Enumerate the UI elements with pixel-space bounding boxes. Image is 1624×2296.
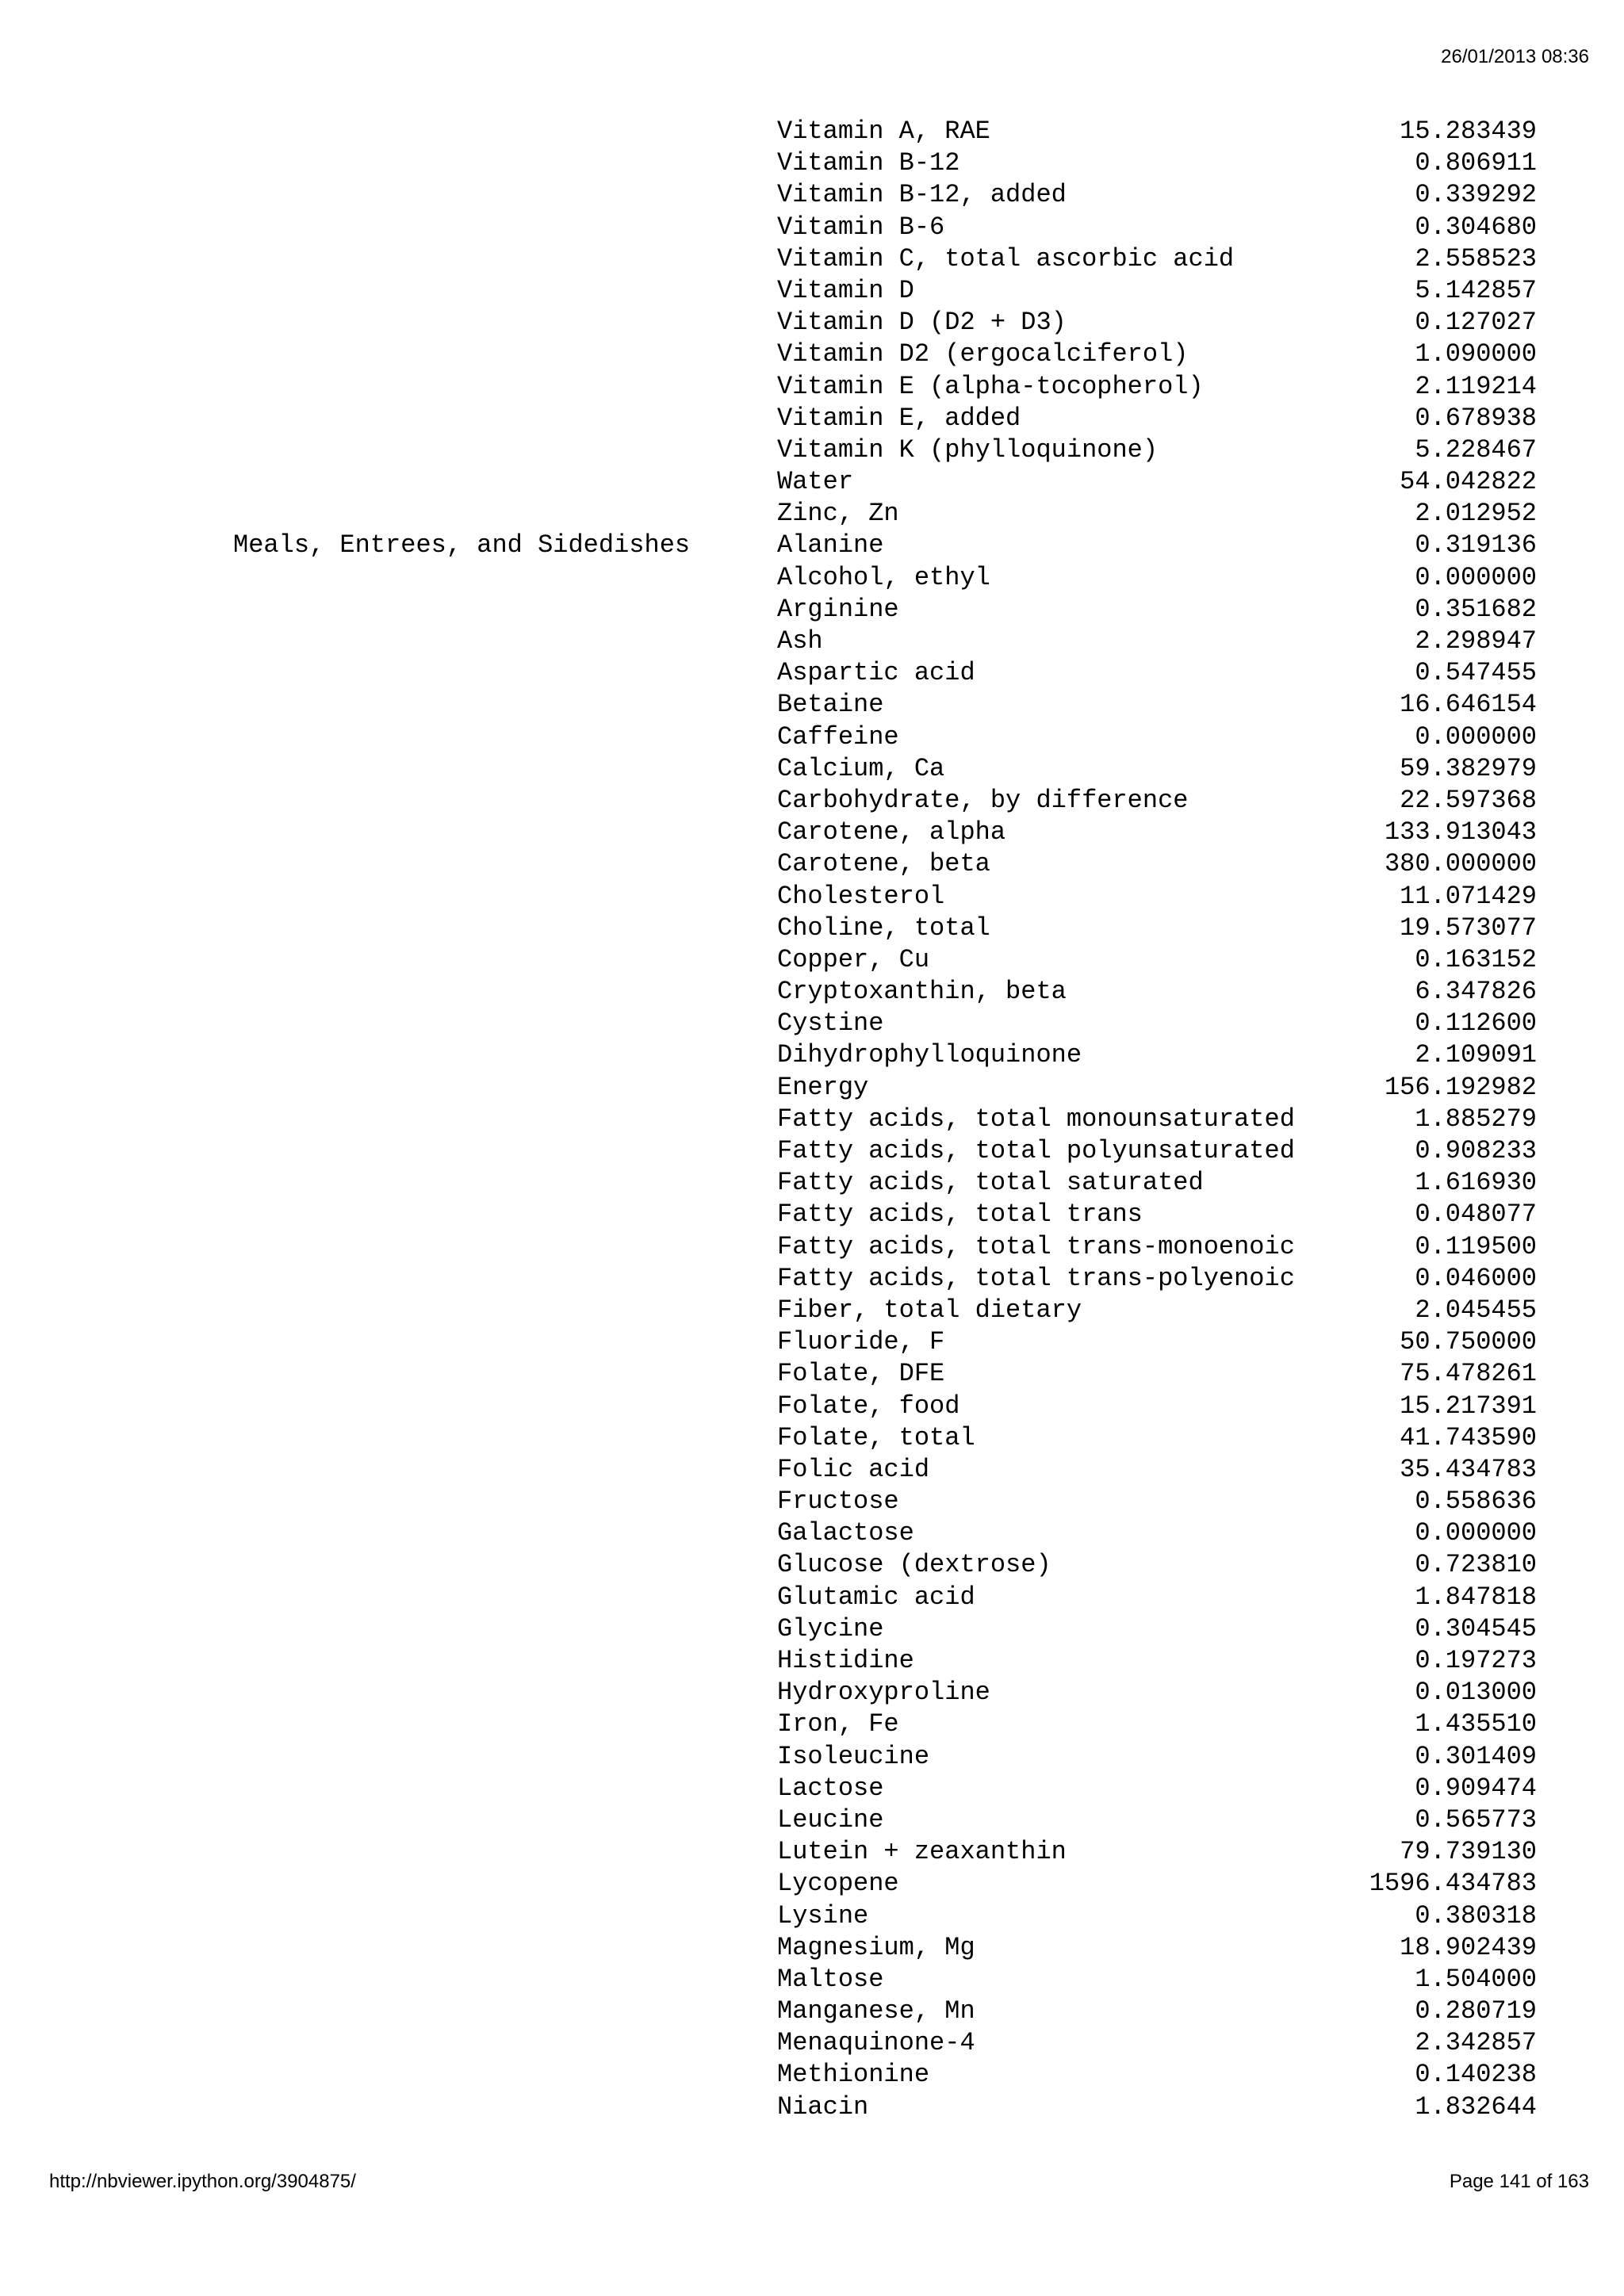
- table-row: [0, 1549, 1624, 1581]
- nutrient-name-cell: Niacin: [777, 2091, 869, 2122]
- nutrient-value-cell: 2.558523: [1415, 243, 1537, 274]
- nutrient-name-cell: Leucine: [777, 1804, 884, 1835]
- nutrient-name-cell: Vitamin E, added: [777, 403, 1021, 433]
- table-row: [0, 371, 1624, 403]
- nutrient-value-cell: 0.119500: [1415, 1231, 1537, 1261]
- nutrient-name-cell: Galactose: [777, 1518, 914, 1548]
- nutrient-value-cell: 0.319136: [1415, 530, 1537, 561]
- nutrient-name-cell: Manganese, Mn: [777, 1996, 975, 2026]
- nutrient-name-cell: Fatty acids, total trans: [777, 1200, 1143, 1230]
- nutrient-value-cell: 15.283439: [1400, 117, 1537, 146]
- table-row: [0, 1326, 1624, 1358]
- table-row: [0, 881, 1624, 913]
- nutrient-name-cell: Lactose: [777, 1773, 884, 1803]
- nutrient-name-cell: Iron, Fe: [777, 1709, 899, 1739]
- nutrient-name-cell: Lutein + zeaxanthin: [777, 1837, 1067, 1867]
- table-row: [0, 1486, 1624, 1517]
- nutrient-value-cell: 16.646154: [1400, 690, 1537, 720]
- nutrient-table: [0, 116, 1624, 2123]
- table-row: [0, 339, 1624, 370]
- nutrient-name-cell: Vitamin B-6: [777, 212, 945, 242]
- nutrient-value-cell: 0.013000: [1415, 1678, 1537, 1708]
- nutrient-name-cell: Cystine: [777, 1008, 884, 1039]
- table-row: [0, 466, 1624, 498]
- table-row: [0, 307, 1624, 339]
- table-row: [0, 1613, 1624, 1645]
- footer-page-number: Page 141 of 163: [1449, 2171, 1589, 2192]
- nutrient-value-cell: 0.000000: [1415, 562, 1537, 592]
- nutrient-name-cell: Lysine: [777, 1900, 869, 1931]
- nutrient-value-cell: 1.832644: [1415, 2091, 1537, 2122]
- table-row: [0, 562, 1624, 594]
- nutrient-value-cell: 54.042822: [1400, 467, 1537, 497]
- nutrient-value-cell: 0.112600: [1415, 1008, 1537, 1039]
- nutrient-name-cell: Vitamin D (D2 + D3): [777, 308, 1067, 338]
- nutrient-value-cell: 0.304680: [1415, 212, 1537, 242]
- table-row: [0, 2059, 1624, 2091]
- nutrient-value-cell: 0.163152: [1415, 944, 1537, 974]
- nutrient-value-cell: 6.347826: [1415, 977, 1537, 1007]
- nutrient-value-cell: 59.382979: [1400, 753, 1537, 783]
- nutrient-name-cell: Vitamin K (phylloquinone): [777, 434, 1159, 465]
- table-row: [0, 179, 1624, 211]
- nutrient-name-cell: Folic acid: [777, 1454, 930, 1484]
- nutrient-value-cell: 0.547455: [1415, 658, 1537, 688]
- table-row: [0, 243, 1624, 275]
- nutrient-name-cell: Ash: [777, 626, 823, 656]
- nutrient-name-cell: Vitamin A, RAE: [777, 117, 990, 146]
- nutrient-name-cell: Lycopene: [777, 1869, 899, 1899]
- nutrient-name-cell: Carbohydrate, by difference: [777, 785, 1189, 815]
- table-row: [0, 785, 1624, 817]
- table-row: [0, 1517, 1624, 1549]
- nutrient-value-cell: 0.565773: [1415, 1804, 1537, 1835]
- nutrient-value-cell: 41.743590: [1400, 1422, 1537, 1452]
- table-row: [0, 1358, 1624, 1390]
- nutrient-value-cell: 0.908233: [1415, 1136, 1537, 1165]
- table-row: [0, 1996, 1624, 2027]
- nutrient-value-cell: 0.339292: [1415, 180, 1537, 210]
- footer-url-link[interactable]: http://nbviewer.ipython.org/3904875/: [49, 2171, 356, 2192]
- nutrient-name-cell: Carotene, beta: [777, 849, 990, 879]
- nutrient-name-cell: Dihydrophylloquinone: [777, 1040, 1082, 1070]
- nutrient-name-cell: Vitamin E (alpha-tocopherol): [777, 371, 1204, 401]
- nutrient-name-cell: Fatty acids, total polyunsaturated: [777, 1136, 1295, 1165]
- nutrient-value-cell: 156.192982: [1384, 1072, 1537, 1102]
- nutrient-name-cell: Vitamin C, total ascorbic acid: [777, 243, 1235, 274]
- nutrient-name-cell: Fiber, total dietary: [777, 1295, 1082, 1325]
- table-row: [0, 817, 1624, 848]
- table-row: [0, 403, 1624, 434]
- table-row: [0, 1932, 1624, 1964]
- nutrient-value-cell: 0.280719: [1415, 1996, 1537, 2026]
- nutrient-value-cell: 19.573077: [1400, 913, 1537, 943]
- nutrient-value-cell: 1.847818: [1415, 1582, 1537, 1612]
- nutrient-value-cell: 1.504000: [1415, 1964, 1537, 1994]
- table-row: [0, 1263, 1624, 1295]
- nutrient-name-cell: Vitamin D2 (ergocalciferol): [777, 339, 1189, 369]
- nutrient-value-cell: 1.616930: [1415, 1168, 1537, 1198]
- nutrient-name-cell: Water: [777, 467, 854, 497]
- table-row: [0, 1199, 1624, 1230]
- table-row: [0, 1422, 1624, 1454]
- nutrient-value-cell: 35.434783: [1400, 1454, 1537, 1484]
- table-row: [0, 689, 1624, 721]
- nutrient-name-cell: Isoleucine: [777, 1741, 930, 1771]
- table-row: [0, 721, 1624, 753]
- nutrient-name-cell: Methionine: [777, 2060, 930, 2090]
- table-row: [0, 1008, 1624, 1039]
- table-row: [0, 212, 1624, 243]
- nutrient-value-cell: 1.435510: [1415, 1709, 1537, 1739]
- table-row: [0, 1804, 1624, 1836]
- nutrient-value-cell: 0.000000: [1415, 721, 1537, 752]
- nutrient-name-cell: Betaine: [777, 690, 884, 720]
- nutrient-value-cell: 75.478261: [1400, 1359, 1537, 1389]
- nutrient-name-cell: Copper, Cu: [777, 944, 930, 974]
- nutrient-value-cell: 11.071429: [1400, 881, 1537, 911]
- nutrient-value-cell: 2.342857: [1415, 2028, 1537, 2058]
- table-row: [0, 275, 1624, 307]
- nutrient-value-cell: 380.000000: [1384, 849, 1537, 879]
- nutrient-name-cell: Alanine: [777, 530, 884, 561]
- nutrient-value-cell: 1596.434783: [1369, 1869, 1537, 1899]
- table-row: [0, 626, 1624, 657]
- nutrient-name-cell: Fatty acids, total trans-polyenoic: [777, 1263, 1295, 1293]
- table-row: [0, 944, 1624, 976]
- nutrient-value-cell: 0.046000: [1415, 1263, 1537, 1293]
- nutrient-value-cell: 133.913043: [1384, 817, 1537, 848]
- nutrient-value-cell: 0.351682: [1415, 594, 1537, 624]
- nutrient-name-cell: Magnesium, Mg: [777, 1932, 975, 1962]
- nutrient-name-cell: Glycine: [777, 1613, 884, 1644]
- nutrient-value-cell: 2.045455: [1415, 1295, 1537, 1325]
- nutrient-name-cell: Fructose: [777, 1487, 899, 1517]
- nutrient-name-cell: Fatty acids, total saturated: [777, 1168, 1204, 1198]
- nutrient-name-cell: Folate, DFE: [777, 1359, 945, 1389]
- table-row: [0, 753, 1624, 785]
- table-row: [0, 1677, 1624, 1709]
- nutrient-value-cell: 1.090000: [1415, 339, 1537, 369]
- nutrient-value-cell: 22.597368: [1400, 785, 1537, 815]
- nutrient-value-cell: 0.304545: [1415, 1613, 1537, 1644]
- nutrient-value-cell: 18.902439: [1400, 1932, 1537, 1962]
- nutrient-name-cell: Carotene, alpha: [777, 817, 1006, 848]
- nutrient-name-cell: Folate, food: [777, 1391, 960, 1421]
- nutrient-value-cell: 1.885279: [1415, 1104, 1537, 1134]
- nutrient-value-cell: 0.197273: [1415, 1646, 1537, 1675]
- table-row: [0, 1391, 1624, 1422]
- nutrient-name-cell: Energy: [777, 1072, 869, 1102]
- table-row: [0, 657, 1624, 689]
- table-row: [0, 434, 1624, 466]
- table-row: [0, 1582, 1624, 1613]
- table-row: [0, 1104, 1624, 1135]
- nutrient-name-cell: Menaquinone-4: [777, 2028, 975, 2058]
- nutrient-value-cell: 79.739130: [1400, 1837, 1537, 1867]
- nutrient-name-cell: Glutamic acid: [777, 1582, 975, 1612]
- table-row: [0, 530, 1624, 561]
- nutrient-name-cell: Folate, total: [777, 1422, 975, 1452]
- nutrient-name-cell: Glucose (dextrose): [777, 1550, 1051, 1580]
- table-row: [0, 1135, 1624, 1167]
- table-row: [0, 848, 1624, 880]
- nutrient-name-cell: Cryptoxanthin, beta: [777, 977, 1067, 1007]
- table-row: [0, 1900, 1624, 1932]
- nutrient-name-cell: Calcium, Ca: [777, 753, 945, 783]
- table-row: [0, 1295, 1624, 1326]
- table-row: [0, 1231, 1624, 1263]
- nutrient-value-cell: 0.558636: [1415, 1487, 1537, 1517]
- food-group-cell: Meals, Entrees, and Sidedishes: [233, 530, 691, 561]
- nutrient-value-cell: 0.380318: [1415, 1900, 1537, 1931]
- nutrient-name-cell: Alcohol, ethyl: [777, 562, 990, 592]
- nutrient-name-cell: Vitamin B-12: [777, 148, 960, 178]
- nutrient-name-cell: Maltose: [777, 1964, 884, 1994]
- table-row: [0, 1836, 1624, 1868]
- table-row: [0, 1072, 1624, 1104]
- nutrient-value-cell: 0.048077: [1415, 1200, 1537, 1230]
- nutrient-name-cell: Choline, total: [777, 913, 990, 943]
- nutrient-name-cell: Arginine: [777, 594, 899, 624]
- table-row: [0, 1167, 1624, 1199]
- nutrient-name-cell: Hydroxyproline: [777, 1678, 990, 1708]
- table-row: [0, 1039, 1624, 1071]
- nutrient-name-cell: Fluoride, F: [777, 1327, 945, 1357]
- table-row: [0, 147, 1624, 179]
- nutrient-value-cell: 2.298947: [1415, 626, 1537, 656]
- nutrient-value-cell: 0.678938: [1415, 403, 1537, 433]
- nutrient-name-cell: Vitamin B-12, added: [777, 180, 1067, 210]
- page-header-datetime: 26/01/2013 08:36: [1441, 46, 1589, 67]
- nutrient-name-cell: Cholesterol: [777, 881, 945, 911]
- nutrient-value-cell: 0.301409: [1415, 1741, 1537, 1771]
- table-row: [0, 2027, 1624, 2059]
- nutrient-value-cell: 0.723810: [1415, 1550, 1537, 1580]
- nutrient-value-cell: 5.142857: [1415, 275, 1537, 305]
- table-row: [0, 1709, 1624, 1740]
- table-row: [0, 913, 1624, 944]
- table-row: [0, 1454, 1624, 1486]
- nutrient-name-cell: Vitamin D: [777, 275, 914, 305]
- nutrient-name-cell: Fatty acids, total monounsaturated: [777, 1104, 1295, 1134]
- table-row: [0, 116, 1624, 147]
- table-row: [0, 1964, 1624, 1996]
- nutrient-value-cell: 0.806911: [1415, 148, 1537, 178]
- table-row: [0, 1773, 1624, 1804]
- nutrient-value-cell: 0.127027: [1415, 308, 1537, 338]
- nutrient-name-cell: Zinc, Zn: [777, 499, 899, 529]
- nutrient-value-cell: 2.109091: [1415, 1040, 1537, 1070]
- table-row: [0, 1741, 1624, 1773]
- table-row: [0, 976, 1624, 1008]
- table-row: [0, 594, 1624, 626]
- nutrient-value-cell: 2.012952: [1415, 499, 1537, 529]
- nutrient-value-cell: 0.140238: [1415, 2060, 1537, 2090]
- nutrient-value-cell: 2.119214: [1415, 371, 1537, 401]
- nutrient-value-cell: 0.000000: [1415, 1518, 1537, 1548]
- table-row: [0, 2091, 1624, 2123]
- table-row: [0, 1868, 1624, 1900]
- nutrient-value-cell: 50.750000: [1400, 1327, 1537, 1357]
- nutrient-value-cell: 0.909474: [1415, 1773, 1537, 1803]
- table-row: [0, 1645, 1624, 1677]
- table-row: [0, 498, 1624, 530]
- nutrient-name-cell: Histidine: [777, 1646, 914, 1675]
- nutrient-value-cell: 15.217391: [1400, 1391, 1537, 1421]
- nutrient-name-cell: Fatty acids, total trans-monoenoic: [777, 1231, 1295, 1261]
- nutrient-name-cell: Aspartic acid: [777, 658, 975, 688]
- nutrient-name-cell: Caffeine: [777, 721, 899, 752]
- nutrient-value-cell: 5.228467: [1415, 434, 1537, 465]
